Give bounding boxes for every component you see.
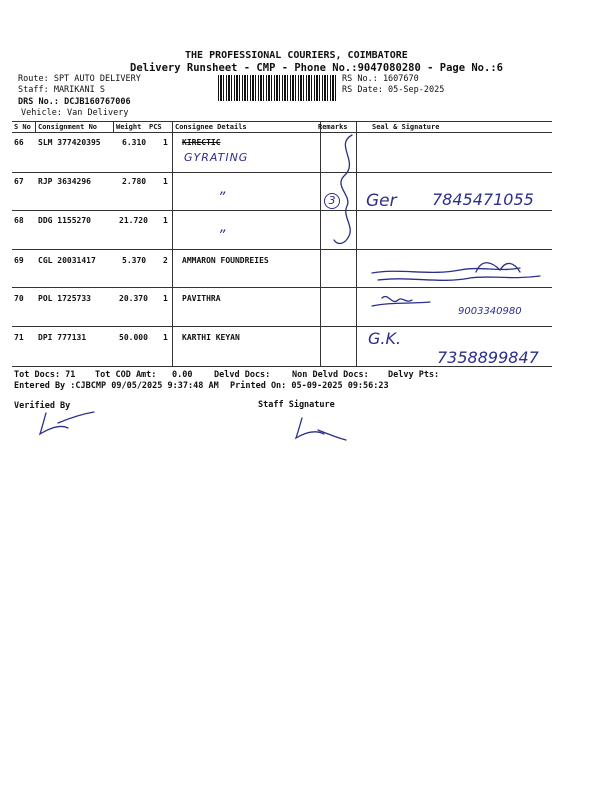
table-row-weight: 50.000 xyxy=(119,333,148,342)
handwritten-initials: Ger xyxy=(366,191,397,211)
table-row-sno: 66 xyxy=(14,138,24,147)
staff-signature-stroke xyxy=(296,418,324,438)
table-row-weight: 2.780 xyxy=(122,177,147,186)
table-row-consignment: RJP 3634296 xyxy=(38,177,91,186)
vehicle-label: Vehicle: Van Delivery xyxy=(21,108,129,118)
table-row-consignee: PAVITHRA xyxy=(182,294,221,303)
handwritten-phone: 7358899847 xyxy=(437,348,539,367)
drs-label-text: DRS No.: xyxy=(18,97,59,107)
table-row-consignee: KARTHI KEYAN xyxy=(182,333,240,342)
handwritten-remark-number: 3 xyxy=(324,193,340,209)
stamp-scribble-stroke xyxy=(378,276,540,280)
route-label: Route: SPT AUTO DELIVERY xyxy=(18,74,141,84)
col-header-weight: Weight xyxy=(116,123,142,131)
col-header-sno: S No xyxy=(14,123,31,131)
table-row-pcs: 2 xyxy=(163,256,168,265)
verified-signature-stroke xyxy=(58,412,94,423)
handwritten-initials: G.K. xyxy=(368,329,402,348)
table-row-sno: 68 xyxy=(14,216,24,225)
table-row-sno: 71 xyxy=(14,333,24,342)
table-row-sno: 69 xyxy=(14,256,24,265)
table-row-sno: 70 xyxy=(14,294,24,303)
table-row-pcs: 1 xyxy=(163,333,168,342)
delivery-points: Delvy Pts: xyxy=(388,370,440,380)
handwritten-phone: 9003340980 xyxy=(458,306,522,317)
total-docs: Tot Docs: 71 xyxy=(14,370,76,380)
handwritten-ditto: ” xyxy=(218,228,226,244)
rs-number: RS No.: 1607670 xyxy=(342,74,419,84)
table-row-consignment: POL 1725733 xyxy=(38,294,91,303)
table-row-pcs: 1 xyxy=(163,177,168,186)
table-row-pcs: 1 xyxy=(163,138,168,147)
table-row-consignee: KIRECTIC xyxy=(182,138,221,147)
handwritten-gyrating: GYRATING xyxy=(184,151,249,164)
verified-by-label: Verified By xyxy=(14,401,71,411)
signature-stroke xyxy=(382,296,412,301)
col-header-seal: Seal & Signature xyxy=(372,123,440,131)
entered-by: Entered By :CJBCMP 09/05/2025 9:37:48 AM xyxy=(14,381,219,391)
table-row-consignment: SLM 377420395 xyxy=(38,138,101,147)
runsheet-subtitle: Delivery Runsheet - CMP - Phone No.:9047080280 - Page No.:6 xyxy=(130,62,503,74)
rs-date: RS Date: 05-Sep-2025 xyxy=(342,85,445,95)
non-delivered-docs: Non Delvd Docs: xyxy=(292,370,369,380)
table-row-weight: 21.720 xyxy=(119,216,148,225)
staff-label: Staff: MARIKANI S xyxy=(18,85,105,95)
signature-stroke xyxy=(372,302,430,306)
company-title: THE PROFESSIONAL COURIERS, COIMBATORE xyxy=(185,50,408,61)
printed-on: Printed On: 05-09-2025 09:56:23 xyxy=(230,381,389,391)
table-row-sno: 67 xyxy=(14,177,24,186)
verified-signature-stroke xyxy=(40,413,68,434)
col-header-remarks: Remarks xyxy=(318,123,348,131)
staff-signature-stroke xyxy=(318,430,346,440)
table-row-weight: 5.370 xyxy=(122,256,147,265)
table-row-consignment: CGL 20031417 xyxy=(38,256,96,265)
table-row-pcs: 1 xyxy=(163,294,168,303)
handwritten-ditto: ” xyxy=(218,190,226,206)
handwritten-phone: 7845471055 xyxy=(432,190,534,209)
table-row-consignment: DDG 1155270 xyxy=(38,216,91,225)
table-row-weight: 6.310 xyxy=(122,138,147,147)
col-header-pcs: PCS xyxy=(149,123,162,131)
stamp-scribble-stroke xyxy=(476,263,520,272)
table-row-pcs: 1 xyxy=(163,216,168,225)
delivered-docs: Delvd Docs: xyxy=(214,370,271,380)
remarks-brace-stroke xyxy=(334,135,352,243)
col-header-consignment: Consignment No xyxy=(38,123,98,131)
table-row-consignment: DPI 777131 xyxy=(38,333,87,342)
table-row-weight: 20.370 xyxy=(119,294,148,303)
table-row-consignee: AMMARON FOUNDREIES xyxy=(182,256,269,265)
total-cod-label: Tot COD Amt: xyxy=(95,370,157,380)
total-cod-value: 0.00 xyxy=(172,370,193,380)
staff-signature-label: Staff Signature xyxy=(258,400,335,410)
drs-number: DCJB160767006 xyxy=(64,97,131,107)
col-header-consignee: Consignee Details xyxy=(175,123,247,131)
